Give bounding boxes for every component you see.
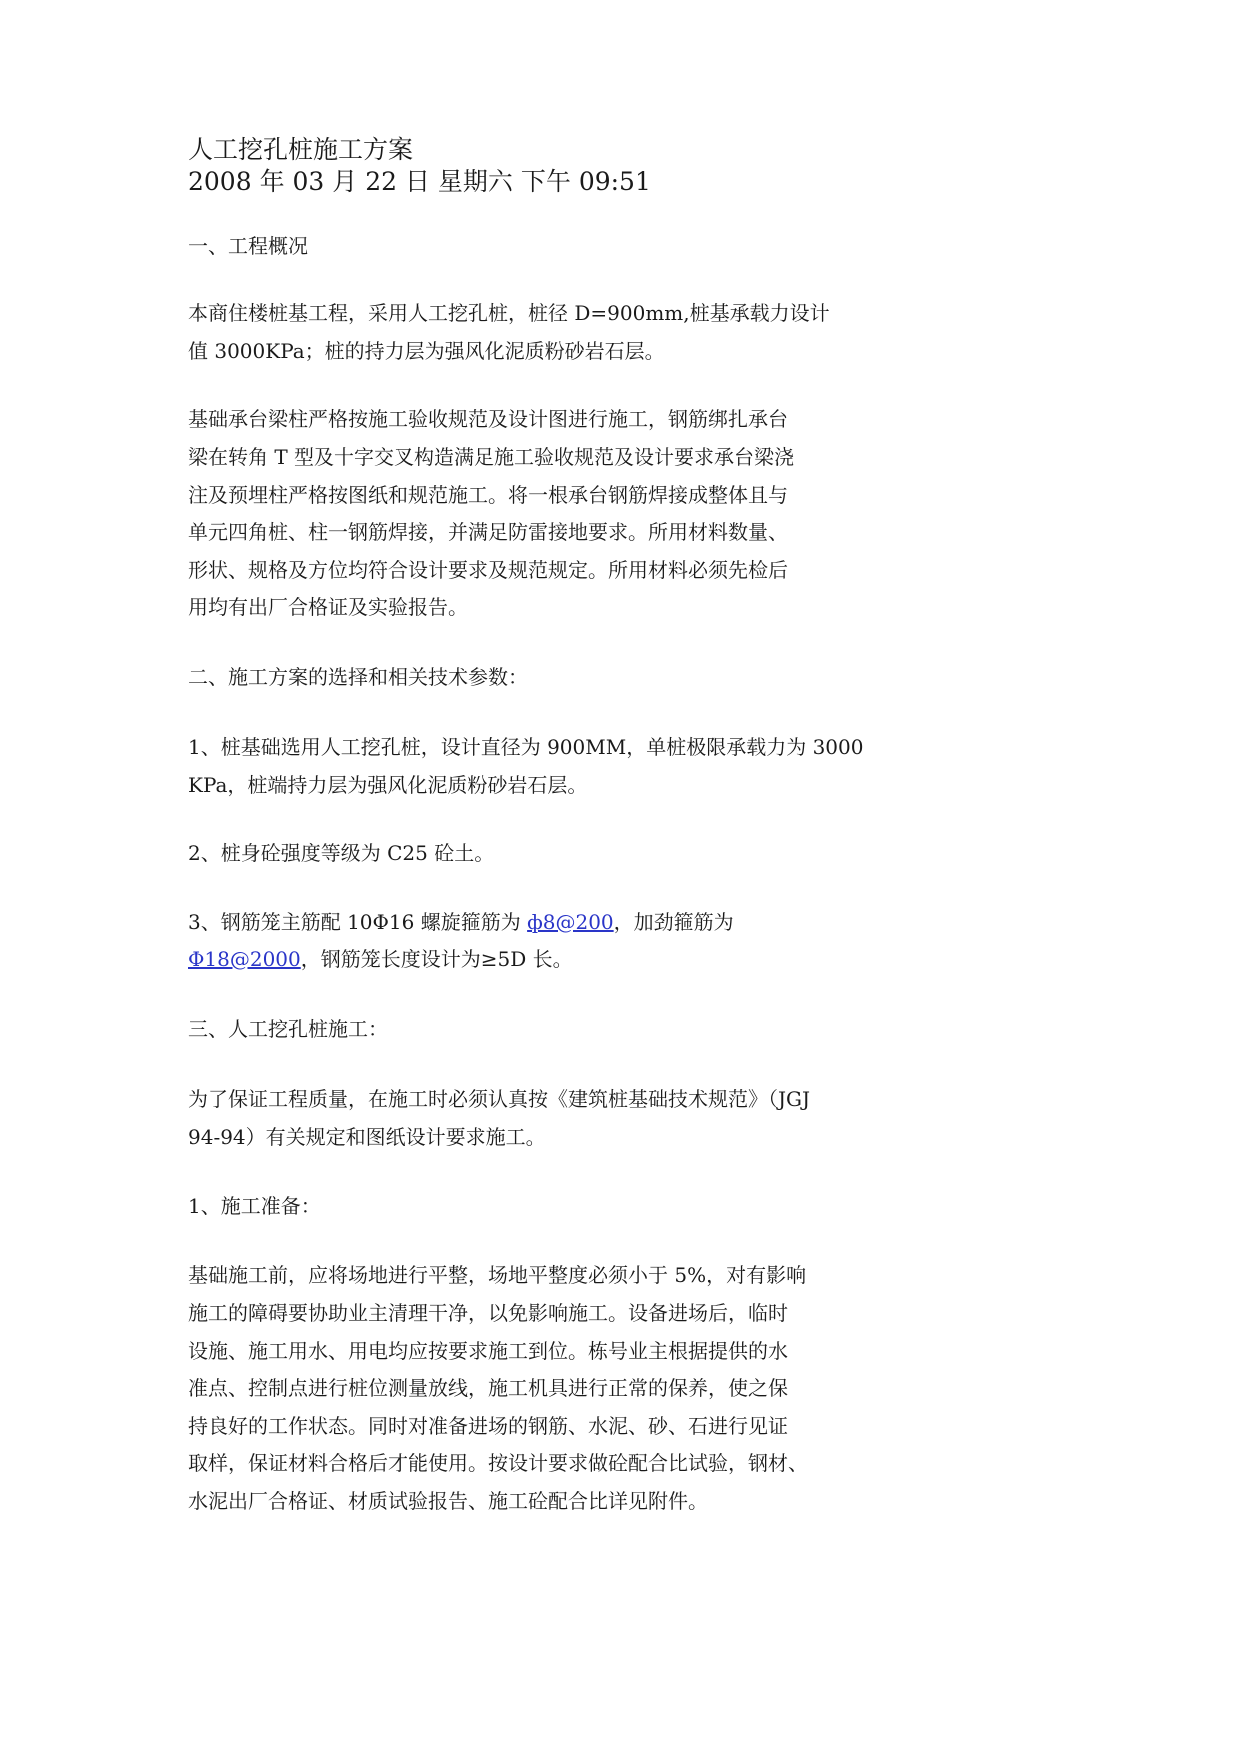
rebar-stiffener-link[interactable]: Φ18@2000: [188, 947, 301, 971]
section-heading-construction: 三、人工挖孔桩施工：: [188, 1017, 388, 1041]
list-item-rebar-line1: [188, 912, 734, 932]
paragraph-line: 单元四角桩、柱一钢筋焊接，并满足防雷接地要求。所用材料数量、: [188, 520, 788, 544]
section-heading-scheme: 二、施工方案的选择和相关技术参数：: [188, 665, 528, 689]
rebar-text: ，钢筋笼长度设计为≥5D 长。: [300, 947, 573, 971]
rebar-text: ，加劲箍筋为: [613, 910, 734, 934]
paragraph-line: 本商住楼桩基工程，采用人工挖孔桩，桩径 D=900mm,桩基承载力设计: [188, 301, 830, 325]
paragraph-line: 值 3000KPa；桩的持力层为强风化泥质粉砂岩石层。: [188, 339, 665, 363]
document-date: 2008 年 03 月 22 日 星期六 下午 09:51: [188, 167, 651, 196]
paragraph-line: 施工的障碍要协助业主清理干净，以免影响施工。设备进场后，临时: [188, 1301, 788, 1325]
paragraph-line: 基础承台梁柱严格按施工验收规范及设计图进行施工，钢筋绑扎承台: [188, 407, 788, 431]
list-item-line: KPa，桩端持力层为强风化泥质粉砂岩石层。: [188, 773, 588, 797]
list-item-rebar-line2: [188, 949, 573, 969]
paragraph-line: 注及预埋柱严格按图纸和规范施工。将一根承台钢筋焊接成整体且与: [188, 483, 788, 507]
list-item-line: 1、桩基础选用人工挖孔桩，设计直径为 900MM，单桩极限承载力为 3000: [188, 735, 864, 759]
paragraph-line: 设施、施工用水、用电均应按要求施工到位。栋号业主根据提供的水: [188, 1339, 788, 1363]
section-heading-overview: 一、工程概况: [188, 234, 308, 258]
paragraph-line: 用均有出厂合格证及实验报告。: [188, 595, 468, 619]
paragraph-line: 为了保证工程质量，在施工时必须认真按《建筑桩基础技术规范》（JGJ: [188, 1087, 811, 1111]
paragraph-line: 梁在转角 T 型及十字交叉构造满足施工验收规范及设计要求承台梁浇: [188, 445, 795, 469]
paragraph-line: 准点、控制点进行桩位测量放线，施工机具进行正常的保养，使之保: [188, 1376, 788, 1400]
document-title: 人工挖孔桩施工方案: [188, 135, 414, 164]
paragraph-line: 形状、规格及方位均符合设计要求及规范规定。所用材料必须先检后: [188, 558, 788, 582]
paragraph-line: 94-94）有关规定和图纸设计要求施工。: [188, 1125, 546, 1149]
list-item-concrete-grade: 2、桩身砼强度等级为 C25 砼土。: [188, 841, 495, 865]
rebar-text: 3、钢筋笼主筋配 10Φ16 螺旋箍筋为: [188, 910, 521, 934]
sub-heading-preparation: 1、施工准备：: [188, 1194, 321, 1218]
rebar-spiral-link[interactable]: ф8@200: [527, 910, 614, 934]
paragraph-line: 水泥出厂合格证、材质试验报告、施工砼配合比详见附件。: [188, 1489, 708, 1513]
paragraph-line: 取样，保证材料合格后才能使用。按设计要求做砼配合比试验，钢材、: [188, 1451, 808, 1475]
paragraph-line: 持良好的工作状态。同时对准备进场的钢筋、水泥、砂、石进行见证: [188, 1414, 788, 1438]
paragraph-line: 基础施工前，应将场地进行平整，场地平整度必须小于 5%，对有影响: [188, 1263, 807, 1287]
